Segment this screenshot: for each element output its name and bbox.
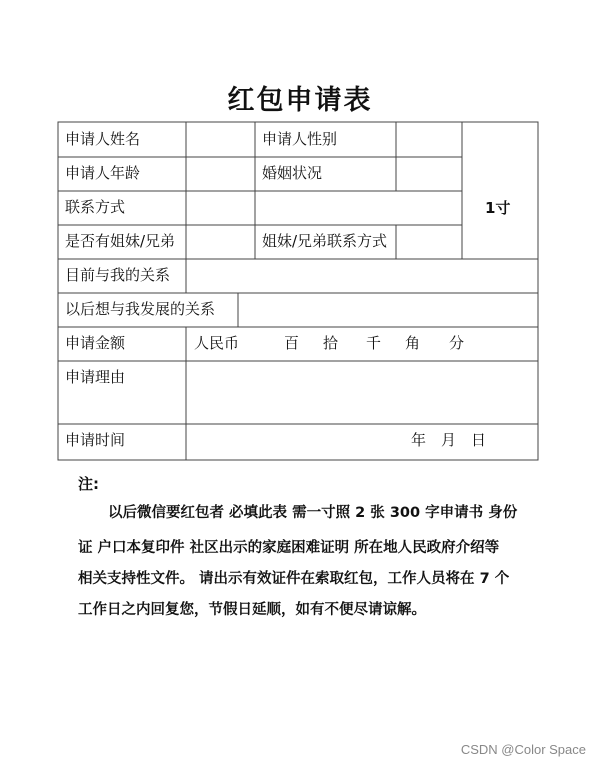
current-relation-label: 目前与我的关系 [65,266,171,284]
siblings-label: 是否有姐妹/兄弟 [65,232,176,250]
marital-status-label: 婚姻状况 [262,164,323,182]
note-line: 相关支持性文件。 请出示有效证件在索取红包，工作人员将在 7 个 [78,571,510,587]
date-unit-day: 日 [471,431,487,449]
note-line: 以后微信要红包者 必填此表 需一寸照 2 张 300 字申请书 身份 [108,505,518,521]
applicant-name-label: 申请人姓名 [65,130,141,148]
amount-currency: 人民币 [194,334,240,352]
note-line: 工作日之内回复您，节假日延顺，如有不便尽请谅解。 [78,602,426,618]
date-unit-year: 年 [411,431,427,449]
amount-unit-jiao: 角 [405,334,421,352]
contact-label: 联系方式 [65,198,126,216]
note-label: 注: [78,475,99,493]
siblings-contact-label: 姐妹/兄弟联系方式 [262,232,388,250]
reason-label: 申请理由 [65,368,126,386]
form-title: 红包申请表 [227,85,373,116]
amount-label: 申请金额 [65,334,126,352]
amount-unit-thousand: 千 [366,334,382,352]
applicant-gender-label: 申请人性别 [262,130,338,148]
date-unit-month: 月 [441,431,457,449]
applicant-age-label: 申请人年龄 [65,164,141,182]
amount-unit-ten: 拾 [323,334,339,352]
amount-unit-hundred: 百 [284,334,300,352]
amount-unit-fen: 分 [449,334,465,352]
time-label: 申请时间 [65,431,126,449]
note-line: 证 户口本复印件 社区出示的家庭困难证明 所在地人民政府介绍等 [78,540,500,556]
photo-size-label: 1寸 [485,199,511,217]
future-relation-label: 以后想与我发展的关系 [65,300,216,318]
watermark: CSDN @Color Space [460,742,586,757]
